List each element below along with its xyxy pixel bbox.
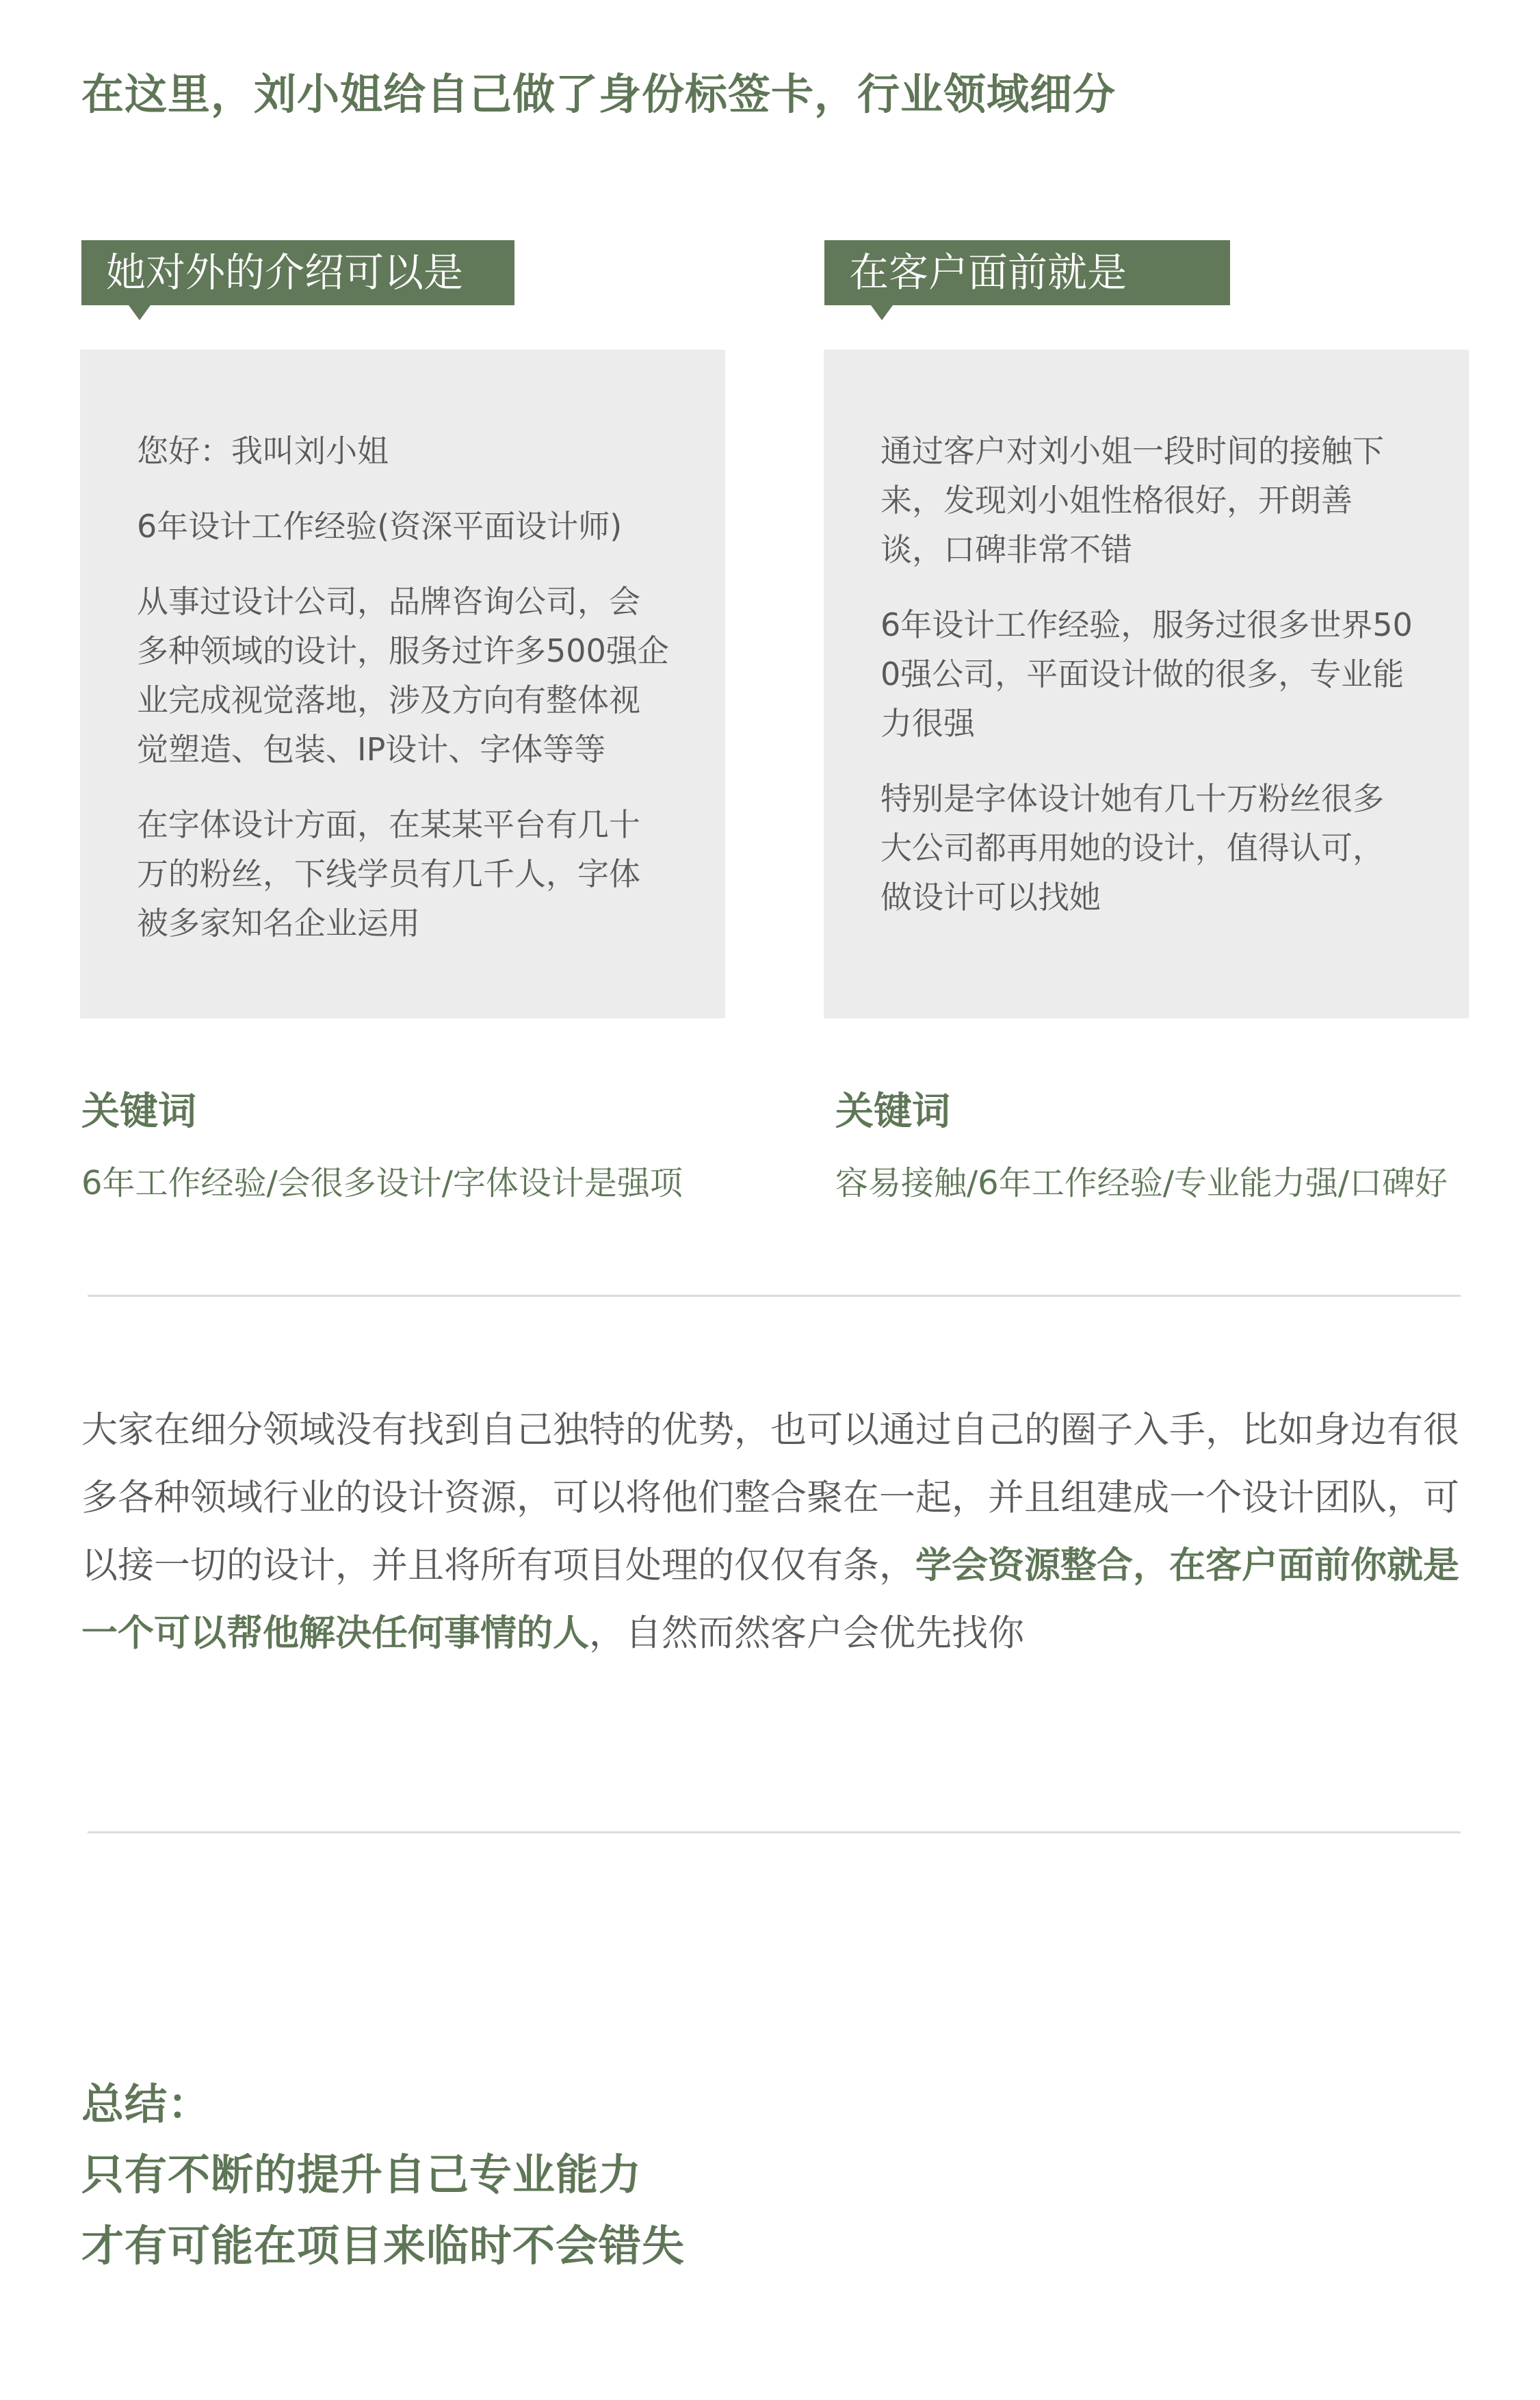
left-paragraph: 在字体设计方面，在某某平台有几十万的粉丝，下线学员有几千人，字体被多家知名企业运用	[137, 806, 640, 942]
right-card	[824, 350, 1469, 1018]
page-title: 在这里，刘小姐给自己做了身份标签卡，行业领域细分	[81, 69, 1117, 119]
right-paragraph: 通过客户对刘小姐一段时间的接触下来，发现刘小姐性格很好，开朗善谈，口碑非常不错	[880, 433, 1384, 568]
summary-label: 总结：	[81, 2079, 211, 2129]
left-paragraph: 从事过设计公司，品牌咨询公司，会多种领域的设计，服务过许多500强企业完成视觉落地，涉及方向有整体视觉塑造、包装、IP设计、字体等等	[137, 583, 669, 768]
body-text-part2: ，自然而然客户会优先找你	[589, 1612, 1024, 1654]
left-card-content	[137, 426, 670, 974]
left-keyword-title: 关键词	[81, 1089, 196, 1134]
right-paragraph: 6年设计工作经验，服务过很多世界500强公司，平面设计做的很多，专业能力很强	[880, 606, 1413, 742]
summary-line-1: 只有不断的提升自己专业能力	[81, 2150, 642, 2199]
left-paragraph: 6年设计工作经验(资深平面设计师)	[137, 508, 623, 545]
body-text-part1: 大家在细分领域没有找到自己独特的优势，也可以通过自己的圈子入手，比如身边有很多各种领域行业的设计资源，可以将他们整合聚在一起，并且组建成一个设计团队，可以接一切的设计，并且将所有项目处理的仅仅有条，	[81, 1409, 1459, 1586]
divider-top	[88, 1295, 1461, 1297]
summary-line-2: 才有可能在项目来临时不会错失	[81, 2221, 686, 2271]
right-keyword-title: 关键词	[835, 1089, 950, 1134]
right-keywords: 容易接触/6年工作经验/专业能力强/口碑好	[835, 1164, 1448, 1202]
left-card	[80, 350, 725, 1018]
left-tag-pointer	[129, 305, 151, 320]
divider-bottom	[88, 1831, 1461, 1833]
left-keywords: 6年工作经验/会很多设计/字体设计是强项	[81, 1164, 683, 1202]
body-paragraph	[81, 1396, 1463, 1667]
right-card-content	[880, 426, 1414, 948]
right-tag: 在客户面前就是	[824, 240, 1230, 305]
right-tag-pointer	[871, 305, 893, 320]
left-tag: 她对外的介绍可以是	[81, 240, 514, 305]
body-highlight: 学会资源整合，在客户面前你就是一个可以帮他解决任何事情的人	[81, 1545, 1459, 1654]
right-paragraph: 特别是字体设计她有几十万粉丝很多大公司都再用她的设计，值得认可，做设计可以找她	[880, 780, 1384, 916]
left-paragraph: 您好：我叫刘小姐	[137, 433, 389, 469]
